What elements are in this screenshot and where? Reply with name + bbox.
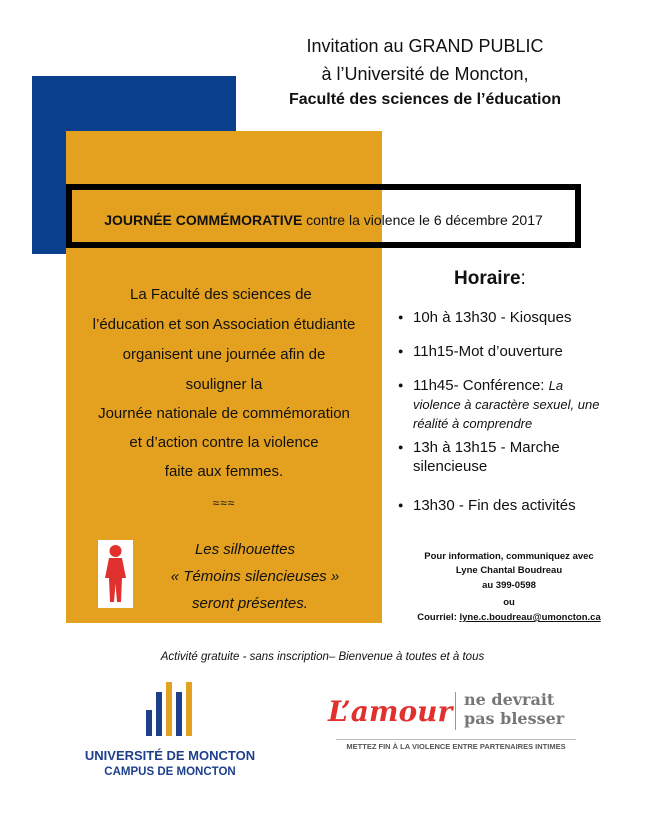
schedule-item	[398, 438, 608, 482]
silhouette-icon	[98, 540, 133, 608]
schedule-title	[454, 268, 526, 290]
email-link[interactable]: lyne.c.boudreau@umoncton.ca	[459, 612, 601, 623]
contact-line: Pour information, communiquez avec	[424, 551, 594, 562]
campus-name: CAMPUS DE MONCTON	[104, 766, 236, 778]
bullet-icon: ●	[398, 346, 404, 356]
footer-note: Activité gratuite - sans inscription– Bienvenue à toutes et à tous	[160, 651, 485, 663]
body-line: souligner la	[185, 376, 263, 393]
schedule-item-label: 11h45- Conférence:	[413, 377, 549, 394]
invitation-title: Invitation au GRAND PUBLIC	[306, 36, 544, 56]
silhouette-text: seront présentes.	[192, 595, 308, 612]
schedule-title-text: Horaire	[454, 268, 521, 289]
body-line: faite aux femmes.	[164, 463, 284, 480]
slogan-line: ne devrait	[464, 690, 555, 709]
bullet-icon: ●	[398, 312, 404, 322]
body-line: La Faculté des sciences de	[130, 286, 312, 303]
invitation-location: à l’Université de Moncton,	[321, 64, 529, 84]
campaign-tagline: METTEZ FIN À LA VIOLENCE ENTRE PARTENAIRES INTIMES	[336, 739, 576, 751]
faculty-name: Faculté des sciences de l’éducation	[288, 91, 562, 108]
schedule-item-text: 10h à 13h30 - Kiosques	[413, 309, 572, 326]
silhouette-text: Les silhouettes	[194, 541, 296, 558]
bullet-icon: ●	[398, 380, 404, 390]
contact-name: Lyne Chantal Boudreau	[455, 565, 563, 576]
university-name: UNIVERSITÉ DE MONCTON	[84, 748, 256, 763]
schedule-item	[398, 308, 608, 328]
contact-or: ou	[503, 597, 515, 608]
silhouette-text: « Témoins silencieuses »	[170, 568, 340, 585]
bullet-icon: ●	[398, 442, 404, 452]
event-banner-bold: JOURNÉE COMMÉMORATIVE	[104, 212, 303, 228]
lamour-logo-text: L’amour	[328, 695, 453, 728]
schedule-title-colon: :	[520, 268, 526, 289]
body-line: l’éducation et son Association étudiante	[92, 316, 356, 333]
schedule-item-text: 13h30 - Fin des activités	[413, 497, 576, 514]
schedule-item-text: 13h à 13h15 - Marche silencieuse	[413, 439, 560, 475]
schedule-item	[398, 376, 608, 431]
separator: ≈≈≈	[212, 496, 236, 510]
email-label: Courriel:	[417, 612, 460, 623]
body-line: organisent une journée afin de	[122, 346, 326, 363]
body-line: Journée nationale de commémoration	[98, 405, 350, 422]
contact-email-line	[384, 612, 634, 623]
bullet-icon: ●	[398, 500, 404, 510]
body-line: et d’action contre la violence	[129, 434, 319, 451]
event-banner-text	[70, 212, 577, 228]
schedule-item	[398, 496, 608, 516]
event-banner-rest: contre la violence le 6 décembre 2017	[302, 212, 543, 228]
contact-phone: au 399-0598	[482, 580, 536, 591]
schedule-item	[398, 342, 608, 362]
conference-title: La violence à caractère sexuel, une réalité à comprendre	[413, 378, 600, 431]
slogan-line: pas blesser	[464, 709, 565, 728]
logo-divider	[455, 692, 456, 730]
schedule-item-text: 11h15-Mot d’ouverture	[413, 343, 563, 360]
universite-moncton-logo	[144, 680, 196, 738]
schedule-item-text	[413, 376, 613, 433]
